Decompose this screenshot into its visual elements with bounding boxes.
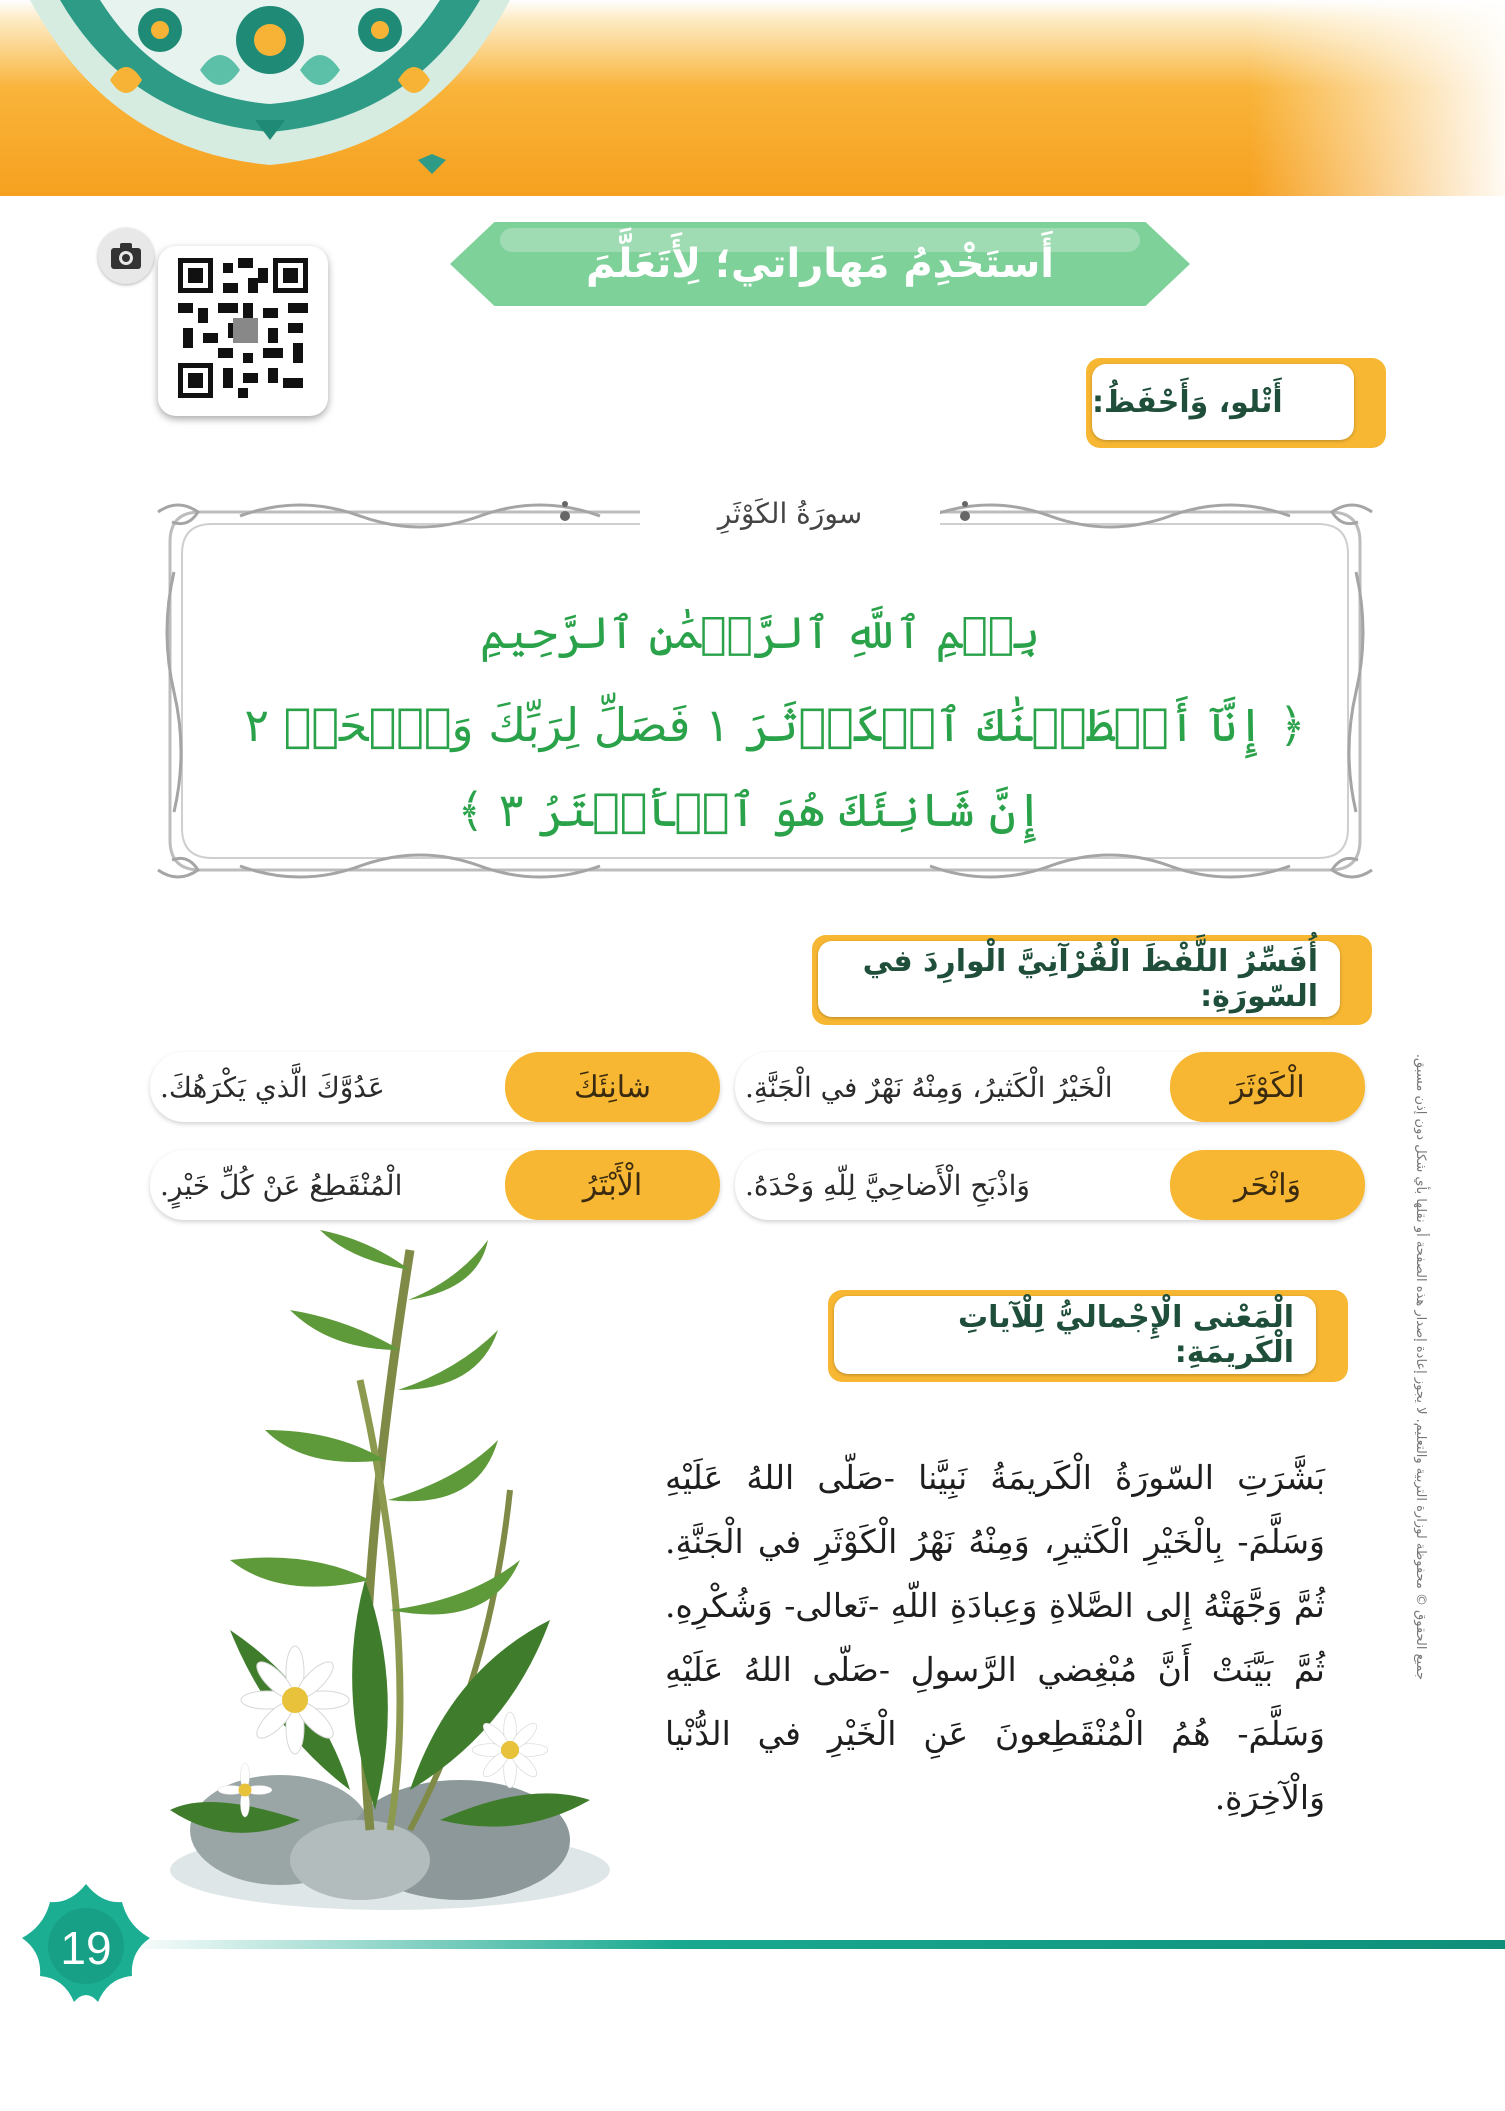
explain-heading: أُفَسِّرُ اللَّفْظَ الْقُرْآنِيَّ الْوارِدَ في السّورَةِ: (818, 941, 1340, 1017)
camera-icon[interactable] (98, 228, 154, 284)
plant-illustration (160, 1230, 620, 1920)
vocab-word: شانِئَكَ (505, 1052, 720, 1122)
vocab-word: وَانْحَر (1170, 1150, 1365, 1220)
vocab-word: الْأَبْتَرُ (505, 1150, 720, 1220)
basmala: بِسۡمِ ٱللَّهِ ٱلرَّحۡمَٰنِ ٱلرَّحِيمِ (479, 607, 1041, 659)
vocab-definition: وَاذْبَحِ الْأَضاحِيَّ لِلّهِ وَحْدَهُ. (745, 1168, 1030, 1202)
surah-name: سورَةُ الكَوْثَرِ (640, 488, 940, 538)
vocab-definition: الْمُنْقَطِعُ عَنْ كُلِّ خَيْرٍ. (160, 1168, 403, 1202)
recite-heading: أَتْلو، وَأَحْفَظُ: (1092, 364, 1354, 440)
copyright-side-note: جميع الحقوق © محفوظة لوزارة التربية والتعليم. لا يجوز إعادة إصدار هذه الصفحة أو نقلها بأي شكل دون إذن مسبق. (1413, 1053, 1429, 1680)
ayah-line-2: إِنَّ شَانِئَكَ هُوَ ٱلۡأَبۡتَرُ ٣ ﴾ (457, 783, 1043, 837)
vocab-word: الْكَوْثَرَ (1170, 1052, 1365, 1122)
qr-code-icon[interactable] (178, 258, 308, 398)
page-title: أَستَخْدِمُ مَهاراتي؛ لِأَتَعَلَّمَ (586, 241, 1054, 287)
page-number: 19 (60, 1922, 112, 1974)
vocab-definition: عَدُوَّكَ الَّذي يَكْرَهُكَ. (160, 1070, 385, 1104)
meaning-heading: الْمَعْنى الْإِجْماليُّ لِلْآياتِ الْكَريمَةِ: (834, 1296, 1316, 1374)
arabesque-ornament (0, 0, 540, 200)
vocab-definition: الْخَيْرُ الْكَثيرُ، وَمِنْهُ نَهْرٌ في الْجَنَّةِ. (745, 1070, 1113, 1104)
header-fade (1250, 0, 1505, 196)
ayah-line-1: ﴿ إِنَّآ أَعۡطَيۡنَٰكَ ٱلۡكَوۡثَرَ ١ فَصَلِّ لِرَبِّكَ وَٱنۡحَرۡ ٢ (244, 698, 1306, 752)
footer-line (120, 1940, 1505, 1949)
meaning-paragraph: بَشَّرَتِ السّورَةُ الْكَريمَةُ نَبِيَّنا -صَلّى اللهُ عَلَيْهِ وَسَلَّمَ- بِالْخَيْرِ الْكَثيرِ، وَمِنْهُ نَهْرُ الْكَوْثَرِ في الْجَنَّةِ. ثُمَّ وَجَّهَتْهُ إِلى الصَّلاةِ وَعِبادَةِ اللّهِ -تَعالى- وَشُكْرِهِ. ثُمَّ بَيَّنَتْ أَنَّ مُبْغِضي الرَّسولِ -صَلّى اللهُ عَلَيْهِ وَسَلَّمَ- هُمُ الْمُنْقَطِعونَ عَنِ الْخَيْرِ في الدُّنْيا وَالْآخِرَةِ. (665, 1458, 1325, 1817)
